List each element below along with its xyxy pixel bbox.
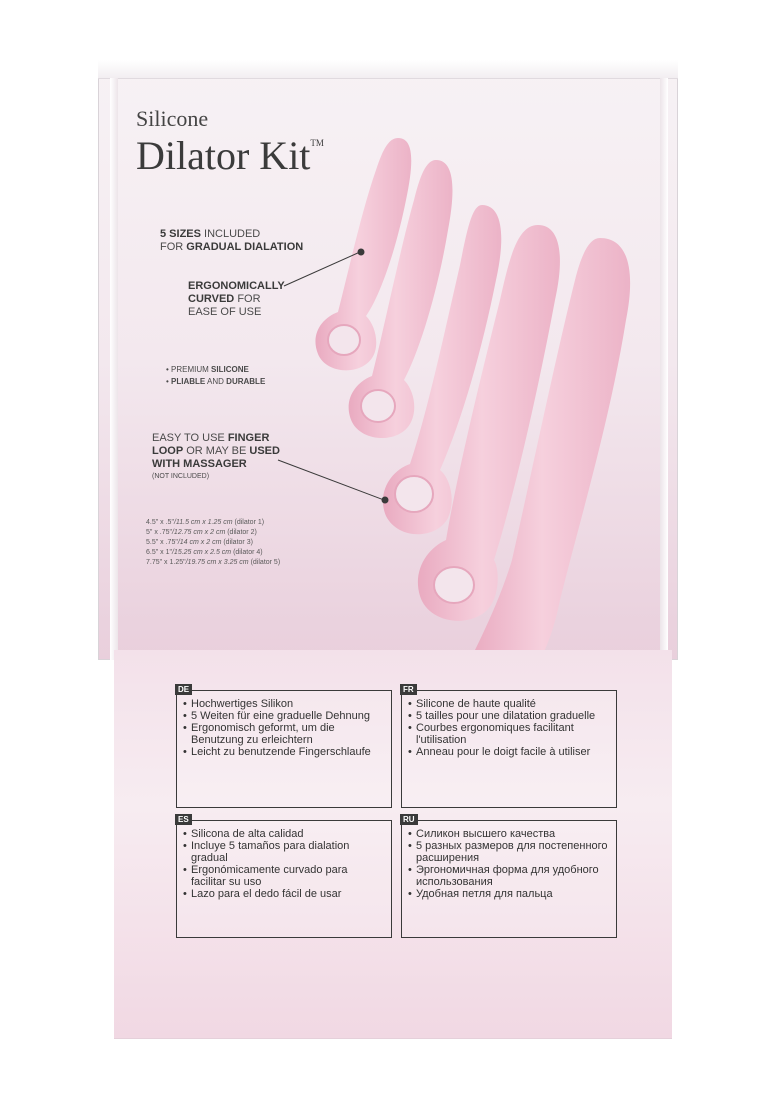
callout-pliable-bullet: • bbox=[166, 377, 172, 386]
lang-ru-item: • Эргономичная форма для удобного использования bbox=[408, 864, 610, 888]
callout-sizes-bold: 5 SIZES bbox=[160, 228, 201, 240]
lang-box-fr bbox=[401, 685, 617, 808]
callout-pliable bbox=[166, 376, 265, 388]
lang-es-item: • Incluye 5 tamaños para dialation gradual bbox=[183, 840, 385, 864]
dim-4-metric: /15.25 cm x 2.5 cm bbox=[171, 549, 232, 556]
callout-loop-used: USED bbox=[249, 445, 280, 457]
dimension-row-5 bbox=[146, 558, 280, 568]
callout-loop-line2 bbox=[152, 445, 280, 458]
callout-sizes-text: INCLUDED bbox=[200, 228, 261, 240]
callout-material bbox=[166, 364, 265, 388]
dimension-row-2 bbox=[146, 528, 280, 538]
lang-list-es bbox=[183, 828, 385, 900]
brand-subtitle: Silicone bbox=[136, 106, 209, 131]
lang-de-item: • Hochwertiges Silikon bbox=[183, 698, 385, 710]
callout-loop-line3 bbox=[152, 458, 280, 471]
dim-2-note: (dilator 2) bbox=[225, 529, 257, 536]
dimension-row-3 bbox=[146, 538, 280, 548]
callout-loop-easy: EASY TO USE bbox=[152, 432, 228, 444]
dimension-row-1 bbox=[146, 518, 280, 528]
callout-durable-bold: DURABLE bbox=[226, 377, 266, 386]
callout-sizes-for: FOR bbox=[160, 241, 187, 253]
dim-2-imperial: 5" x .75" bbox=[146, 529, 172, 536]
lang-es-item: • Silicona de alta calidad bbox=[183, 828, 385, 840]
package-sleeve bbox=[114, 650, 672, 1038]
dim-3-imperial: 5.5" x .75" bbox=[146, 539, 178, 546]
callout-sizes bbox=[160, 228, 303, 254]
callout-ergo-for: FOR bbox=[234, 293, 261, 305]
callout-ergonomic bbox=[188, 280, 285, 319]
trademark-mark: TM bbox=[310, 138, 324, 148]
lang-ru-item: • Удобная петля для пальца bbox=[408, 888, 610, 900]
lang-box-es bbox=[176, 815, 392, 938]
lang-list-ru bbox=[408, 828, 610, 900]
callout-pliable-bold: PLIABLE bbox=[171, 377, 206, 386]
lang-tag-es: ES bbox=[175, 814, 192, 825]
callout-dot-curved bbox=[358, 249, 365, 256]
lang-box-de bbox=[176, 685, 392, 808]
dim-5-note: (dilator 5) bbox=[248, 559, 281, 566]
callout-pliable-and: AND bbox=[205, 377, 227, 386]
lang-tag-de: DE bbox=[175, 684, 192, 695]
callout-ergo-line3 bbox=[188, 306, 285, 319]
callout-premium bbox=[166, 364, 265, 376]
lang-fr-item: • Courbes ergonomiques facilitant l'utilisation bbox=[408, 722, 610, 746]
callout-ergo-line2 bbox=[188, 293, 285, 306]
brand-title-text: Dilator Kit bbox=[136, 133, 311, 178]
lang-de-item: • 5 Weiten für eine graduelle Dehnung bbox=[183, 710, 385, 722]
callout-premium-text: • PREMIUM bbox=[166, 365, 212, 374]
lang-list-de bbox=[183, 698, 385, 758]
callout-loop-line1 bbox=[152, 432, 280, 445]
dim-3-note: (dilator 3) bbox=[221, 539, 253, 546]
dim-1-imperial: 4.5" x .5" bbox=[146, 519, 174, 526]
callout-sizes-line1 bbox=[160, 228, 303, 241]
dimension-row-4 bbox=[146, 548, 280, 558]
callout-finger-loop bbox=[152, 432, 280, 482]
lang-fr-item: • 5 tailles pour une dilatation graduelle bbox=[408, 710, 610, 722]
dim-4-note: (dilator 4) bbox=[231, 549, 263, 556]
callout-loop-notincluded: (NOT INCLUDED) bbox=[152, 473, 210, 480]
callout-ergo-bold2: CURVED bbox=[188, 293, 235, 305]
dim-4-imperial: 6.5" x 1" bbox=[146, 549, 172, 556]
callout-line-loop bbox=[278, 460, 384, 500]
lang-ru-item: • 5 разных размеров для постепенного расширения bbox=[408, 840, 610, 864]
callout-loop-finger: FINGER bbox=[227, 432, 270, 444]
lang-box-ru bbox=[401, 815, 617, 938]
callout-loop-massager: WITH MASSAGER bbox=[152, 458, 247, 470]
lang-fr-item: • Anneau pour le doigt facile à utiliser bbox=[408, 746, 610, 758]
lang-ru-item: • Силикон высшего качества bbox=[408, 828, 610, 840]
callout-sizes-line2 bbox=[160, 241, 303, 254]
callout-ergo-bold1: ERGONOMICALLY bbox=[188, 280, 285, 292]
callout-loop-line4 bbox=[152, 471, 280, 482]
lang-fr-item: • Silicone de haute qualité bbox=[408, 698, 610, 710]
callout-premium-bold: SILICONE bbox=[211, 365, 249, 374]
callout-ergo-ease: EASE OF USE bbox=[188, 306, 262, 318]
lang-de-item: • Leicht zu benutzende Fingerschlaufe bbox=[183, 746, 385, 758]
lang-de-item: • Ergonomisch geformt, um die Benutzung zu erleichtern bbox=[183, 722, 385, 746]
callout-ergo-line1 bbox=[188, 280, 285, 293]
lang-es-item: • Lazo para el dedo fácil de usar bbox=[183, 888, 385, 900]
lang-tag-fr: FR bbox=[400, 684, 417, 695]
lang-list-fr bbox=[408, 698, 610, 758]
callout-sizes-gradual: GRADUAL DIALATION bbox=[186, 241, 304, 253]
callout-loop-loop: LOOP bbox=[152, 445, 184, 457]
callout-loop-ormay: OR MAY BE bbox=[183, 445, 250, 457]
dim-5-imperial: 7.75" x 1.25" bbox=[146, 559, 186, 566]
lang-tag-ru: RU bbox=[400, 814, 418, 825]
dimensions-list bbox=[146, 518, 280, 568]
dim-1-metric: /11.5 cm x 1.25 cm bbox=[173, 519, 233, 526]
dim-3-metric: /14 cm x 2 cm bbox=[177, 539, 222, 546]
brand-title bbox=[136, 132, 324, 179]
dim-5-metric: /19.75 cm x 3.25 cm bbox=[185, 559, 249, 566]
callout-dot-loop bbox=[382, 497, 389, 504]
lang-es-item: • Ergonómicamente curvado para facilitar su uso bbox=[183, 864, 385, 888]
dim-2-metric: /12.75 cm x 2 cm bbox=[171, 529, 226, 536]
dim-1-note: (dilator 1) bbox=[232, 519, 265, 526]
